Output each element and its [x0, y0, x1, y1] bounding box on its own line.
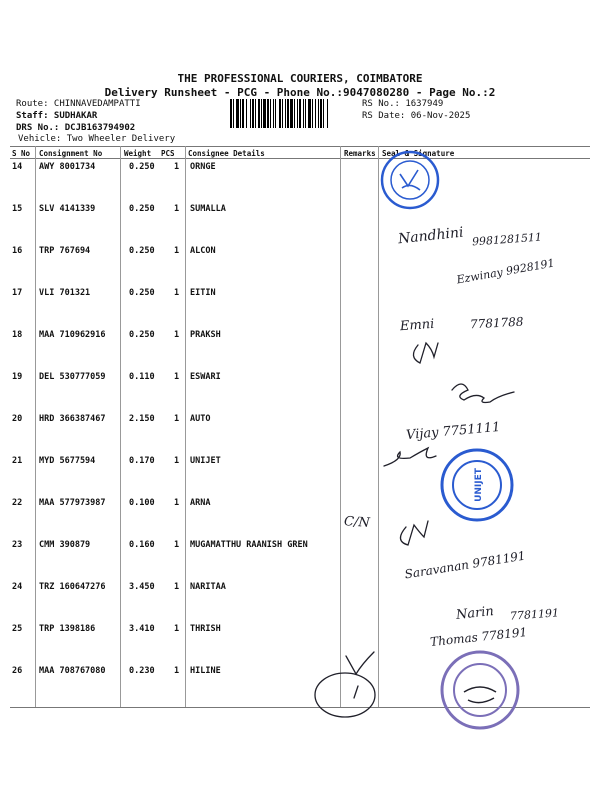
runsheet-subtitle: Delivery Runsheet - PCG - Phone No.:9047080280 - Page No.:2 — [104, 86, 496, 99]
unijet-stamp — [438, 446, 516, 524]
row-weight: 0.250 — [129, 288, 155, 298]
pen-mark-row26 — [346, 652, 374, 674]
row-weight: 0.170 — [129, 456, 155, 466]
row-consignee: AUTO — [190, 414, 211, 424]
pen-mark-row21 — [384, 448, 436, 466]
pen-mark-row26b — [354, 686, 358, 698]
hiline-stamp — [438, 648, 522, 732]
row-consignee: ESWARI — [190, 372, 221, 382]
row-consignee: ORNGE — [190, 162, 216, 172]
row-consignee: THRISH — [190, 624, 221, 634]
signature-row18: Emni — [399, 316, 435, 335]
row-consignee: ARNA — [190, 498, 211, 508]
col-seal: Seal & Signature — [382, 149, 455, 158]
row-weight: 0.250 — [129, 330, 155, 340]
row-consignment-no: MYD 5677594 — [39, 456, 96, 466]
row-consignment-no: SLV 4141339 — [39, 204, 96, 214]
row-weight: 0.250 — [129, 162, 155, 172]
col-remarks: Remarks — [344, 149, 376, 158]
route-label: Route: CHINNAVEDAMPATTI — [16, 99, 141, 109]
signature-row24: Saravanan 9781191 — [403, 548, 527, 582]
row-sno: 20 — [12, 414, 23, 424]
row-consignment-no: CMM 390879 — [39, 540, 91, 550]
row-pcs: 1 — [174, 456, 180, 466]
pen-mark-row19 — [452, 384, 514, 403]
row-pcs: 1 — [174, 540, 180, 550]
row-consignee: ALCON — [190, 246, 216, 256]
row-consignee: MUGAMATTHU RAANISH GREN — [190, 540, 308, 550]
rs-date: RS Date: 06-Nov-2025 — [362, 111, 471, 121]
rs-no: RS No.: 1637949 — [362, 99, 444, 109]
row-sno: 24 — [12, 582, 23, 592]
row-consignee: EITIN — [190, 288, 216, 298]
drs-label: DRS No.: DCJB163794902 — [16, 123, 136, 133]
row-consignment-no: HRD 366387467 — [39, 414, 106, 424]
row-pcs: 1 — [174, 498, 180, 508]
phone-row25: 7781191 — [509, 606, 560, 623]
col-consignment: Consignment No — [39, 149, 103, 158]
row-consignment-no: MAA 710962916 — [39, 330, 106, 340]
row-sno: 23 — [12, 540, 23, 550]
row-pcs: 1 — [174, 582, 180, 592]
row-weight: 0.230 — [129, 666, 155, 676]
signature-row25: Narin — [455, 604, 495, 623]
row-weight: 0.250 — [129, 246, 155, 256]
row-pcs: 1 — [174, 372, 180, 382]
row-sno: 14 — [12, 162, 23, 172]
row-consignee: HILINE — [190, 666, 221, 676]
courier-stamp-row14 — [378, 148, 442, 212]
row-consignment-no: MAA 577973987 — [39, 498, 106, 508]
phone-row16: 9981281511 — [471, 230, 543, 249]
col-sno: S No — [12, 149, 31, 158]
row-weight: 0.250 — [129, 204, 155, 214]
row-consignment-no: DEL 530777059 — [39, 372, 106, 382]
row-weight: 0.160 — [129, 540, 155, 550]
row-sno: 22 — [12, 498, 23, 508]
col-weight: Weight — [124, 149, 152, 158]
signature-row20: Vijay 7751111 — [405, 419, 501, 444]
signature-row17: Ezwinay 9928191 — [455, 256, 556, 287]
row-consignment-no: TRZ 160647276 — [39, 582, 106, 592]
pen-circle-row26 — [315, 673, 375, 717]
pen-mark-row22 — [400, 521, 428, 545]
pen-mark-row18 — [413, 343, 438, 363]
row-weight: 3.450 — [129, 582, 155, 592]
row-consignment-no: MAA 708767080 — [39, 666, 106, 676]
row-pcs: 1 — [174, 414, 180, 424]
mark-row22: C/N — [343, 514, 371, 531]
row-consignment-no: AWY 8001734 — [39, 162, 96, 172]
row-consignment-no: TRP 767694 — [39, 246, 91, 256]
col-consignee: Consignee Details — [188, 149, 265, 158]
phone-row18: 7781788 — [469, 314, 524, 332]
signature-row16: Nandhini — [397, 224, 465, 248]
row-consignee: SUMALLA — [190, 204, 226, 214]
row-sno: 25 — [12, 624, 23, 634]
row-pcs: 1 — [174, 162, 180, 172]
staff-label: Staff: SUDHAKAR — [16, 111, 98, 121]
row-consignment-no: VLI 701321 — [39, 288, 91, 298]
row-pcs: 1 — [174, 204, 180, 214]
row-consignment-no: TRP 1398186 — [39, 624, 96, 634]
row-sno: 21 — [12, 456, 23, 466]
row-sno: 16 — [12, 246, 23, 256]
unijet-stamp-text: UNIJET — [474, 468, 484, 502]
vehicle-label: Vehicle: Two Wheeler Delivery — [18, 134, 176, 144]
row-weight: 0.100 — [129, 498, 155, 508]
row-sno: 18 — [12, 330, 23, 340]
row-sno: 26 — [12, 666, 23, 676]
row-pcs: 1 — [174, 330, 180, 340]
row-weight: 2.150 — [129, 414, 155, 424]
company-title: THE PROFESSIONAL COURIERS, COIMBATORE — [177, 72, 423, 85]
row-weight: 3.410 — [129, 624, 155, 634]
row-sno: 15 — [12, 204, 23, 214]
col-pcs: PCS — [161, 149, 175, 158]
row-pcs: 1 — [174, 624, 180, 634]
row-consignee: NARITAA — [190, 582, 226, 592]
row-sno: 17 — [12, 288, 23, 298]
signature-row25b: Thomas 778191 — [429, 624, 528, 650]
row-weight: 0.110 — [129, 372, 155, 382]
row-sno: 19 — [12, 372, 23, 382]
row-pcs: 1 — [174, 246, 180, 256]
row-pcs: 1 — [174, 288, 180, 298]
row-pcs: 1 — [174, 666, 180, 676]
row-consignee: UNIJET — [190, 456, 221, 466]
row-consignee: PRAKSH — [190, 330, 221, 340]
